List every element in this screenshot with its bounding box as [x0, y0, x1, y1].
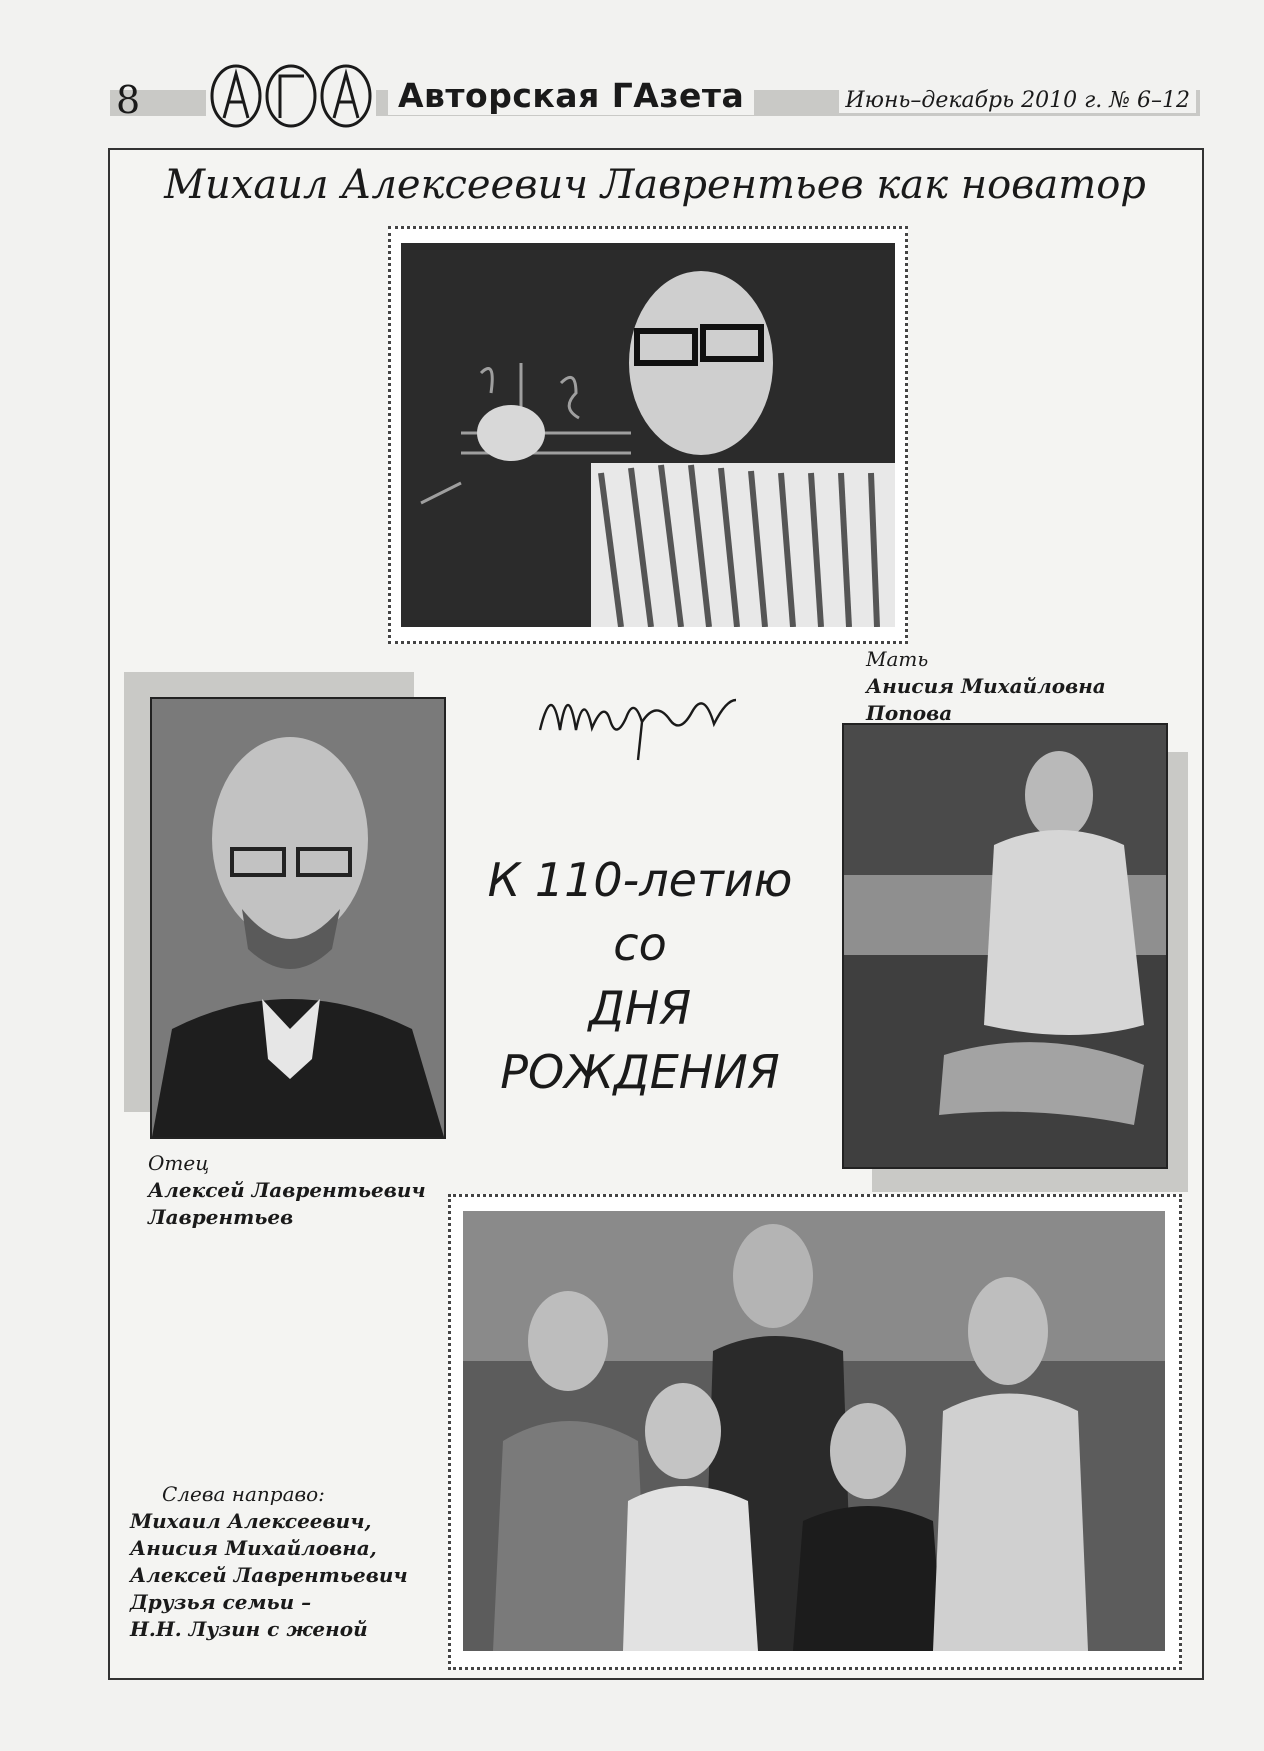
caption-family [130, 1481, 408, 1643]
caption-family-line: Алексей Лаврентьевич [130, 1563, 408, 1587]
caption-mother-name2: Попова [866, 701, 953, 725]
aga-logo [206, 62, 376, 130]
signature-graphic [530, 660, 770, 780]
caption-family-line: Михаил Алексеевич, [130, 1509, 372, 1533]
caption-father-role: Отец [148, 1151, 210, 1175]
caption-father-name2: Лаврентьев [148, 1205, 294, 1229]
photo-father [150, 697, 446, 1139]
caption-mother-name1: Анисия Михайловна [866, 674, 1106, 698]
anniversary-line-3: ДНЯ [588, 981, 692, 1035]
aga-logo-graphic [206, 62, 376, 130]
caption-family-intro: Слева направо: [162, 1482, 325, 1506]
photo-family [448, 1194, 1182, 1670]
caption-father [148, 1150, 426, 1231]
issue-date: Июнь–декабрь 2010 г. № 6–12 [839, 88, 1196, 113]
photo-father-image [152, 699, 444, 1137]
caption-family-line: Друзья семьи – [130, 1590, 312, 1614]
anniversary-title [440, 848, 840, 1104]
photo-blackboard-image [401, 243, 895, 627]
caption-mother-role: Мать [866, 647, 929, 671]
caption-father-name1: Алексей Лаврентьевич [148, 1178, 426, 1202]
photo-family-image [463, 1211, 1165, 1651]
paper-name: Авторская ГАзета [388, 76, 754, 115]
photo-mother [842, 723, 1168, 1169]
caption-family-line: Анисия Михайловна, [130, 1536, 377, 1560]
article-headline: Михаил Алексеевич Лаврентьев как новатор [164, 162, 1146, 208]
anniversary-line-4: РОЖДЕНИЯ [500, 1045, 780, 1099]
anniversary-line-1: К 110-летию [487, 853, 793, 907]
page-number: 8 [116, 78, 141, 122]
masthead [110, 62, 1200, 132]
anniversary-line-2: со [613, 917, 667, 971]
caption-family-line: Н.Н. Лузин с женой [130, 1617, 368, 1641]
caption-mother [866, 646, 1106, 727]
photo-lavrentiev-blackboard [388, 226, 908, 644]
photo-mother-image [844, 725, 1166, 1167]
